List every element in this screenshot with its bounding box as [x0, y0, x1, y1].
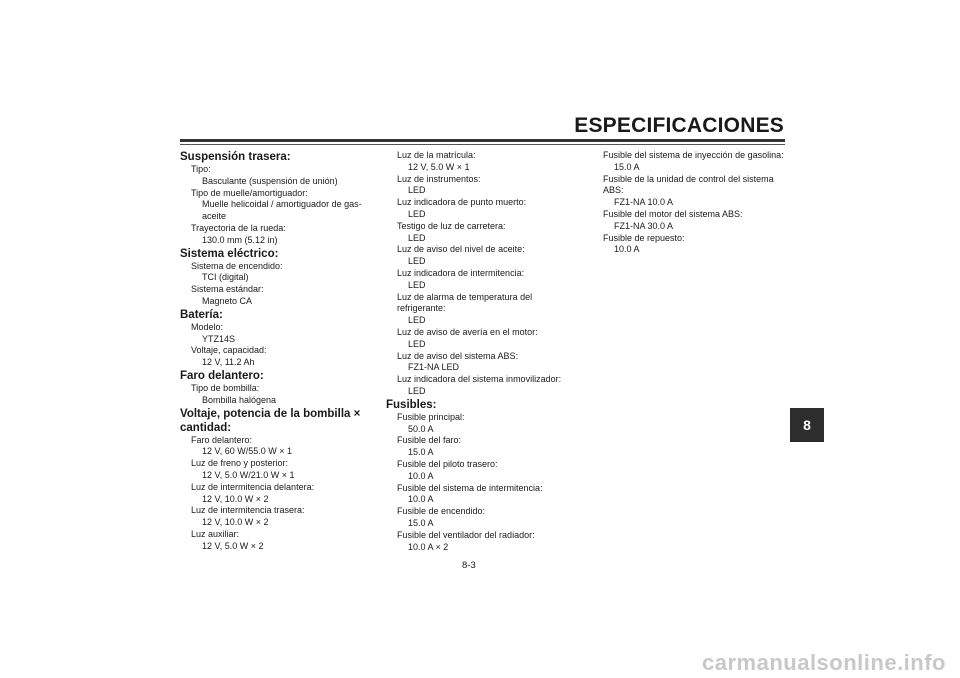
- spec-value: 10.0 A: [614, 244, 640, 255]
- section-heading-bulb-voltage: Voltaje, potencia de la bombilla ×: [180, 407, 361, 420]
- spec-value: LED: [408, 208, 426, 219]
- spec-label: Fusible de la unidad de control del sistema: [603, 173, 774, 184]
- spec-label: Luz de aviso del sistema ABS:: [397, 350, 519, 361]
- column-2: [386, 150, 586, 553]
- spec-label: Luz de aviso de avería en el motor:: [397, 326, 538, 337]
- spec-label: Luz de intermitencia trasera:: [191, 505, 305, 516]
- spec-label: Fusible de encendido:: [397, 506, 486, 517]
- spec-label: Luz de alarma de temperatura del: [397, 291, 533, 302]
- spec-label: ABS:: [603, 185, 624, 196]
- section-heading-rear-suspension: Suspensión trasera:: [180, 151, 291, 163]
- section-heading-electrical-system: Sistema eléctrico:: [180, 247, 279, 260]
- spec-label: Testigo de luz de carretera:: [397, 220, 506, 231]
- spec-label: Luz de intermitencia delantera:: [191, 481, 315, 492]
- spec-label: Fusible del sistema de intermitencia:: [397, 482, 543, 493]
- spec-value: YTZ14S: [202, 333, 236, 344]
- section-heading-battery: Batería:: [180, 308, 223, 321]
- column-1: [180, 150, 370, 553]
- section-heading-bulb-voltage-cont: cantidad:: [180, 421, 232, 434]
- header-rule-thick: [180, 139, 785, 142]
- spec-value: 12 V, 10.0 W × 2: [202, 517, 269, 528]
- spec-label: Tipo:: [191, 164, 211, 174]
- spec-label: Luz auxiliar:: [191, 528, 240, 539]
- spec-label: Fusible del sistema de inyección de gasolina:: [603, 150, 784, 160]
- spec-value: TCI (digital): [202, 272, 249, 283]
- spec-label: Fusible del piloto trasero:: [397, 458, 498, 469]
- spec-label: Luz de aviso del nivel de aceite:: [397, 244, 525, 255]
- spec-value: Muelle helicoidal / amortiguador de gas-: [202, 199, 362, 210]
- spec-value: 12 V, 5.0 W × 2: [202, 540, 264, 551]
- section-heading-fuses: Fusibles:: [386, 398, 437, 411]
- spec-label: Tipo de muelle/amortiguador:: [191, 187, 308, 198]
- spec-label: Fusible del ventilador del radiador:: [397, 529, 535, 540]
- spec-value: LED: [408, 256, 426, 267]
- spec-label: Modelo:: [191, 321, 224, 332]
- spec-label: Fusible del motor del sistema ABS:: [603, 208, 743, 219]
- spec-label: Luz indicadora de punto muerto:: [397, 197, 527, 208]
- spec-label: Luz indicadora de intermitencia:: [397, 267, 525, 278]
- spec-value: 15.0 A: [614, 161, 640, 172]
- spec-value: 12 V, 5.0 W/21.0 W × 1: [202, 469, 295, 480]
- spec-value: 10.0 A × 2: [408, 541, 449, 552]
- spec-value: LED: [408, 385, 426, 396]
- spec-label: Sistema de encendido:: [191, 260, 283, 271]
- spec-value: 12 V, 10.0 W × 2: [202, 493, 269, 504]
- spec-label: Trayectoria de la rueda:: [191, 222, 286, 233]
- spec-value: FZ1-NA 30.0 A: [614, 220, 674, 231]
- spec-label: Fusible del faro:: [397, 435, 462, 446]
- chapter-number: 8: [803, 417, 811, 433]
- spec-value: LED: [408, 279, 426, 290]
- spec-value: 50.0 A: [408, 423, 434, 434]
- spec-value: 10.0 A: [408, 470, 434, 481]
- spec-label: Faro delantero:: [191, 434, 253, 445]
- spec-value: aceite: [202, 211, 227, 222]
- spec-value: FZ1-NA LED: [408, 362, 460, 373]
- spec-value: 10.0 A: [408, 494, 434, 505]
- section-heading-headlight: Faro delantero:: [180, 369, 264, 382]
- spec-value: LED: [408, 185, 426, 196]
- spec-value: 15.0 A: [408, 447, 434, 458]
- spec-label: Sistema estándar:: [191, 284, 264, 295]
- spec-value: LED: [408, 315, 426, 326]
- header-rule-thin: [180, 144, 785, 145]
- spec-label: Fusible principal:: [397, 411, 465, 422]
- spec-value: 12 V, 60 W/55.0 W × 1: [202, 446, 292, 457]
- watermark: carmanualsonline.info: [702, 650, 946, 675]
- spec-label: refrigerante:: [397, 303, 446, 314]
- page-title: ESPECIFICACIONES: [574, 114, 784, 137]
- spec-label: Luz de la matrícula:: [397, 150, 476, 160]
- spec-value: FZ1-NA 10.0 A: [614, 197, 674, 208]
- spec-value: 130.0 mm (5.12 in): [202, 234, 278, 245]
- spec-label: Luz indicadora del sistema inmovilizador:: [397, 374, 562, 385]
- spec-value: Bombilla halógena: [202, 394, 277, 405]
- spec-label: Tipo de bombilla:: [191, 382, 260, 393]
- spec-label: Fusible de repuesto:: [603, 232, 685, 243]
- column-3: [603, 150, 788, 256]
- spec-label: Voltaje, capacidad:: [191, 345, 267, 356]
- spec-value: 12 V, 11.2 Ah: [202, 357, 255, 368]
- page-number: 8-3: [462, 560, 476, 571]
- spec-value: Basculante (suspensión de unión): [202, 175, 338, 186]
- spec-value: Magneto CA: [202, 295, 253, 306]
- chapter-tab: [790, 408, 824, 442]
- spec-value: 12 V, 5.0 W × 1: [408, 161, 470, 172]
- spec-value: LED: [408, 232, 426, 243]
- spec-label: Luz de freno y posterior:: [191, 458, 289, 469]
- spec-label: Luz de instrumentos:: [397, 173, 481, 184]
- spec-value: 15.0 A: [408, 517, 434, 528]
- spec-value: LED: [408, 338, 426, 349]
